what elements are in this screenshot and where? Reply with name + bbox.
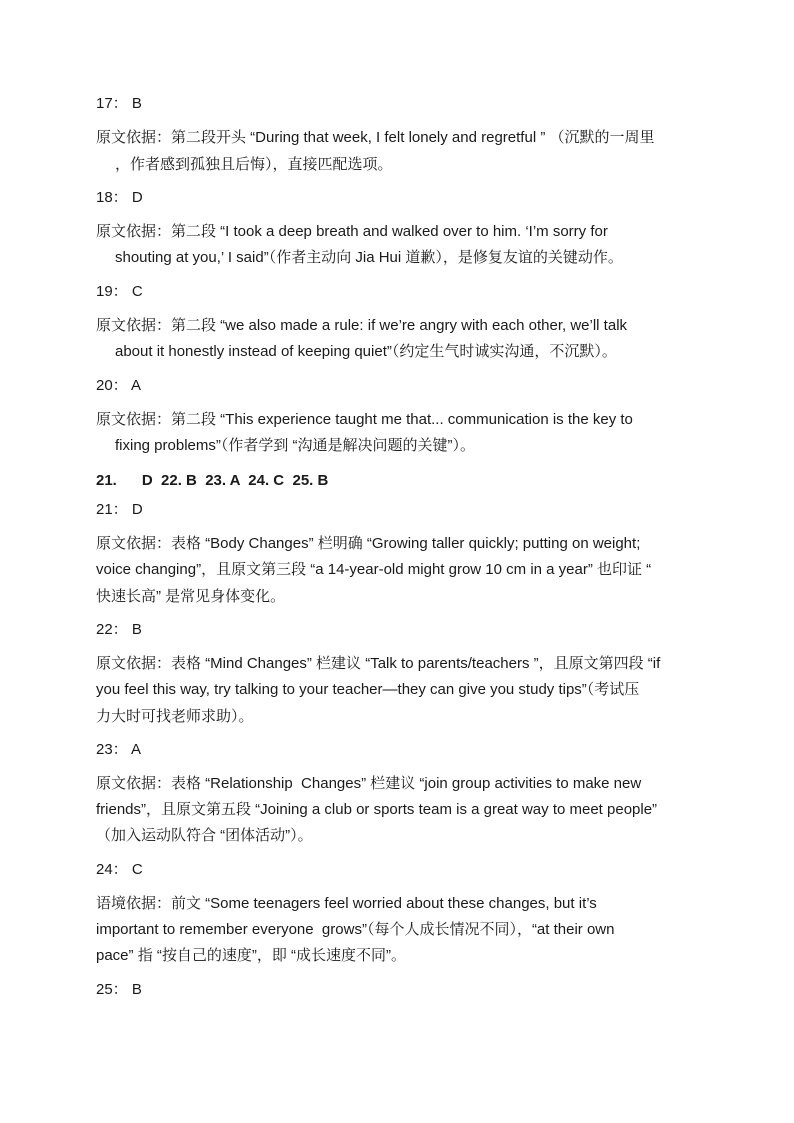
answer-key-21-25: 21. D 22. B 23. A 24. C 25. B xyxy=(96,472,329,489)
explanation-18-line-2: shouting at you,’ I said”（作者主动向 Jia Hui 道歉），是修复友谊的关键动作。 xyxy=(115,249,623,266)
explanation-19-line-2: about it honestly instead of keeping quiet”（约定生气时诚实沟通，不沉默）。 xyxy=(115,343,617,360)
explanation-21-line-1: 原文依据：表格 “Body Changes” 栏明确 “Growing taller quickly; putting on weight; xyxy=(96,535,641,552)
explanation-22-line-2: you feel this way, try talking to your teacher—they can give you study tips”（考试压 xyxy=(96,681,640,698)
explanation-21-line-3: 快速长高” 是常见身体变化。 xyxy=(96,588,286,605)
explanation-18-line-1: 原文依据：第二段 “I took a deep breath and walked over to him. ‘I’m sorry for xyxy=(96,223,608,240)
explanation-19-line-1: 原文依据：第二段 “we also made a rule: if we’re angry with each other, we’ll talk xyxy=(96,317,628,334)
explanation-21-line-2: voice changing”，且原文第三段 “a 14-year-old might grow 10 cm in a year” 也印证 “ xyxy=(96,561,652,578)
answer-24: 24： C xyxy=(96,861,143,878)
explanation-24-line-1: 语境依据：前文 “Some teenagers feel worried about these changes, but it’s xyxy=(96,895,597,912)
explanation-22-line-3: 力大时可找老师求助）。 xyxy=(96,708,254,725)
answer-23: 23： A xyxy=(96,741,142,758)
explanation-20-line-1: 原文依据：第二段 “This experience taught me that... communication is the key to xyxy=(96,411,633,428)
answer-18: 18： D xyxy=(96,189,143,206)
explanation-23-line-3: （加入运动队符合 “团体活动”）。 xyxy=(96,827,313,844)
answer-19: 19： C xyxy=(96,283,143,300)
answer-20: 20： A xyxy=(96,377,142,394)
explanation-24-line-2: important to remember everyone grows”（每个人成长情况不同），“at their own xyxy=(96,921,615,938)
answer-21: 21： D xyxy=(96,501,143,518)
explanation-24-line-3: pace” 指 “按自己的速度”，即 “成长速度不同”。 xyxy=(96,947,407,964)
explanation-22-line-1: 原文依据：表格 “Mind Changes” 栏建议 “Talk to parents/teachers ”，且原文第四段 “if xyxy=(96,655,661,672)
answer-22: 22： B xyxy=(96,621,142,638)
answer-25: 25： B xyxy=(96,981,142,998)
explanation-17-line-1: 原文依据：第二段开头 “During that week, I felt lonely and regretful ” （沉默的一周里 xyxy=(96,129,655,146)
answer-17: 17： B xyxy=(96,95,142,112)
explanation-23-line-1: 原文依据：表格 “Relationship Changes” 栏建议 “join group activities to make new xyxy=(96,775,642,792)
explanation-20-line-2: fixing problems”（作者学到 “沟通是解决问题的关键”）。 xyxy=(115,437,476,454)
explanation-17-line-2: ，作者感到孤独且后悔），直接匹配选项。 xyxy=(115,156,393,173)
explanation-23-line-2: friends”，且原文第五段 “Joining a club or sports team is a great way to meet people” xyxy=(96,801,658,818)
